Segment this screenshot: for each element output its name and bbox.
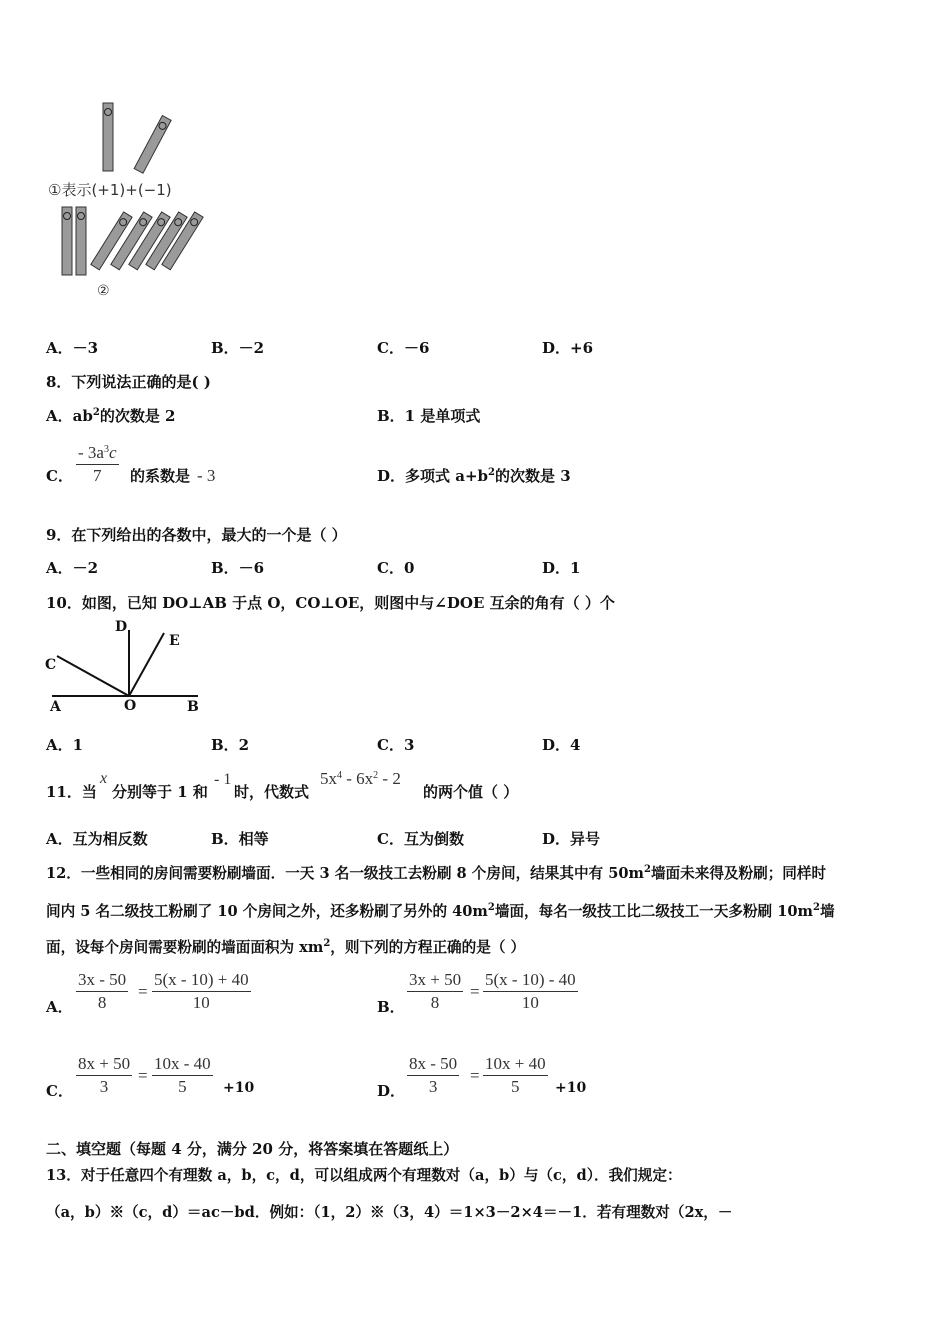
q12-line3-a: 面，设每个房间需要粉刷的墙面面积为 xm bbox=[46, 939, 324, 956]
fig-label-e: E bbox=[169, 633, 180, 649]
q10-option-d[interactable]: D．4 bbox=[542, 736, 581, 754]
q9-option-c[interactable]: C．0 bbox=[377, 559, 415, 577]
q7-option-c[interactable]: C．－6 bbox=[377, 339, 430, 357]
q11-expr-a-sup: 4 bbox=[337, 770, 342, 781]
q12-d-num1: 8x - 50 bbox=[407, 1053, 459, 1076]
q12-c-eq: = bbox=[138, 1066, 148, 1085]
figure-label-1: ①表示(+1)+(−1) bbox=[48, 181, 172, 199]
q8-option-a[interactable] bbox=[46, 405, 176, 426]
q12-d-num2: 10x + 40 bbox=[483, 1053, 548, 1076]
q12-line-3 bbox=[46, 936, 525, 957]
q12-c-num1: 8x + 50 bbox=[76, 1053, 132, 1076]
fig-label-o: O bbox=[124, 698, 137, 714]
q13-line-2: （a，b）※（c，d）＝ac－bd．例如：（1，2）※（3，4）＝1×3－2×4＝－1．若有理数对（2x，－ bbox=[46, 1204, 733, 1221]
q8-stem: 8．下列说法正确的是( ) bbox=[46, 373, 211, 391]
q8-c-mid: 的系数是 bbox=[130, 467, 191, 485]
q8-option-d[interactable] bbox=[377, 465, 571, 486]
q12-option-a[interactable]: A． bbox=[46, 998, 73, 1016]
ray-oc bbox=[57, 656, 129, 696]
stick-group-2 bbox=[62, 207, 203, 275]
q12-option-b[interactable]: B． bbox=[377, 998, 405, 1016]
q9-option-d[interactable]: D．1 bbox=[542, 559, 581, 577]
q8-c-num-post: c bbox=[108, 443, 117, 462]
q11-expr-a: 5x bbox=[320, 769, 337, 788]
q12-line2-b: 墙面，每名一级技工比二级技工一天多粉刷 10m bbox=[494, 903, 813, 920]
q8-a-pre: A．ab bbox=[46, 407, 93, 425]
q12-line2-c: 墙 bbox=[819, 903, 835, 920]
q12-a-num1: 3x - 50 bbox=[76, 969, 128, 992]
q11-option-a[interactable]: A．互为相反数 bbox=[46, 830, 148, 848]
q12-d-den2: 5 bbox=[511, 1077, 520, 1096]
q12-b-eq: = bbox=[470, 982, 480, 1001]
q12-line1-sup: 2 bbox=[643, 864, 651, 875]
q12-a-eq: = bbox=[138, 982, 148, 1001]
q9-option-a[interactable]: A．－2 bbox=[46, 559, 99, 577]
q12-d-frac-left bbox=[407, 1053, 459, 1098]
q12-d-frac-right bbox=[483, 1053, 548, 1098]
fig-label-a: A bbox=[50, 699, 61, 715]
q11-neg1: - 1 bbox=[214, 771, 232, 788]
q12-b-num2: 5(x - 10) - 40 bbox=[483, 969, 578, 992]
q12-d-den1: 3 bbox=[428, 1077, 438, 1096]
ray-oe bbox=[129, 633, 164, 696]
q9-stem: 9．在下列给出的各数中，最大的一个是（ ） bbox=[46, 526, 347, 544]
q12-d-tail: +10 bbox=[555, 1080, 587, 1096]
q8-a-post: 的次数是 2 bbox=[99, 407, 176, 425]
stick-positive bbox=[103, 103, 113, 171]
q8-d-pre: D．多项式 a+b bbox=[377, 467, 489, 485]
q12-line2-sup2: 2 bbox=[812, 902, 820, 913]
q12-a-frac-right bbox=[152, 969, 251, 1014]
q9-option-b[interactable]: B．－6 bbox=[211, 559, 265, 577]
q12-line1-a: 12．一些相同的房间需要粉刷墙面．一天 3 名一级技工去粉刷 8 个房间，结果其中有 50m bbox=[46, 865, 644, 882]
q10-stem: 10．如图，已知 DO⊥AB 于点 O，CO⊥OE，则图中与∠DOE 互余的角有（ ）个 bbox=[46, 594, 615, 612]
q11-x: x bbox=[100, 770, 108, 787]
fig-label-c: C bbox=[45, 657, 57, 673]
q7-option-a[interactable]: A．－3 bbox=[46, 339, 99, 357]
counting-sticks-figure bbox=[40, 95, 210, 305]
q8-c-value: - 3 bbox=[197, 466, 216, 485]
q12-a-num2: 5(x - 10) + 40 bbox=[152, 969, 251, 992]
q12-b-frac-left bbox=[407, 969, 463, 1014]
q8-c-fraction bbox=[76, 439, 119, 487]
q11-p3: 时，代数式 bbox=[234, 783, 310, 801]
q8-c-den: 7 bbox=[93, 466, 102, 485]
q7-option-d[interactable]: D．+6 bbox=[542, 339, 594, 357]
q8-d-post: 的次数是 3 bbox=[494, 467, 571, 485]
q11-option-b[interactable]: B．相等 bbox=[211, 830, 269, 848]
q12-b-den1: 8 bbox=[430, 993, 440, 1012]
q8-d-sup: 2 bbox=[488, 467, 495, 478]
q11-expr-b: - 6x bbox=[342, 769, 374, 788]
figure-label-2: ② bbox=[97, 283, 110, 299]
q12-line2-sup1: 2 bbox=[487, 902, 495, 913]
q12-c-tail: +10 bbox=[223, 1080, 255, 1096]
q12-option-c[interactable]: C． bbox=[46, 1082, 73, 1100]
q12-option-d[interactable]: D． bbox=[377, 1082, 406, 1100]
q11-option-c[interactable]: C．互为倒数 bbox=[377, 830, 464, 848]
q11-expr-c: - 2 bbox=[378, 769, 401, 788]
q12-c-frac-left bbox=[76, 1053, 132, 1098]
q12-b-frac-right bbox=[483, 969, 578, 1014]
stick-negative bbox=[134, 116, 171, 174]
q12-c-num2: 10x - 40 bbox=[152, 1053, 213, 1076]
section-2-title: 二、填空题（每题 4 分，满分 20 分，将答案填在答题纸上） bbox=[46, 1140, 459, 1158]
q11-p2: 分别等于 1 和 bbox=[112, 783, 208, 801]
fig-label-d: D bbox=[115, 619, 128, 635]
q8-c-num-sup: 3 bbox=[103, 444, 109, 455]
q12-d-eq: = bbox=[470, 1066, 480, 1085]
q12-c-den2: 5 bbox=[178, 1077, 187, 1096]
q11-p4: 的两个值（ ） bbox=[423, 783, 519, 801]
q8-a-sup: 2 bbox=[92, 407, 100, 418]
q12-a-den2: 10 bbox=[192, 993, 210, 1012]
q12-line3-b: ，则下列的方程正确的是（ ） bbox=[330, 939, 526, 956]
q12-b-den2: 10 bbox=[521, 993, 539, 1012]
q11-option-d[interactable]: D．异号 bbox=[542, 830, 601, 848]
q8-option-c-label[interactable]: C． bbox=[46, 467, 73, 485]
q13-line-1: 13．对于任意四个有理数 a，b，c，d，可以组成两个有理数对（a，b）与（c，d）．我们规定： bbox=[46, 1167, 682, 1184]
q10-option-a[interactable]: A．1 bbox=[46, 736, 84, 754]
q12-line3-sup: 2 bbox=[323, 938, 331, 949]
q12-line1-b: 墙面未来得及粉刷；同样时 bbox=[650, 865, 827, 882]
q10-option-c[interactable]: C．3 bbox=[377, 736, 415, 754]
q12-line-2 bbox=[46, 900, 835, 921]
q8-c-num-pre: - 3a bbox=[78, 443, 104, 462]
q11-expr-b-sup: 2 bbox=[373, 770, 379, 781]
q11-p1: 11．当 bbox=[46, 783, 97, 801]
q12-b-num1: 3x + 50 bbox=[407, 969, 463, 992]
q10-option-b[interactable]: B．2 bbox=[211, 736, 250, 754]
q12-line2-a: 间内 5 名二级技工粉刷了 10 个房间之外，还多粉刷了另外的 40m bbox=[46, 903, 488, 920]
q12-c-den1: 3 bbox=[99, 1077, 109, 1096]
fig-label-b: B bbox=[187, 699, 199, 715]
q12-a-frac-left bbox=[76, 969, 128, 1014]
q12-a-den1: 8 bbox=[97, 993, 107, 1012]
q11-expression bbox=[320, 769, 401, 789]
q12-c-frac-right bbox=[152, 1053, 213, 1098]
q8-option-b[interactable]: B．1 是单项式 bbox=[377, 407, 481, 425]
q12-line-1 bbox=[46, 862, 826, 883]
q7-option-b[interactable]: B．－2 bbox=[211, 339, 265, 357]
